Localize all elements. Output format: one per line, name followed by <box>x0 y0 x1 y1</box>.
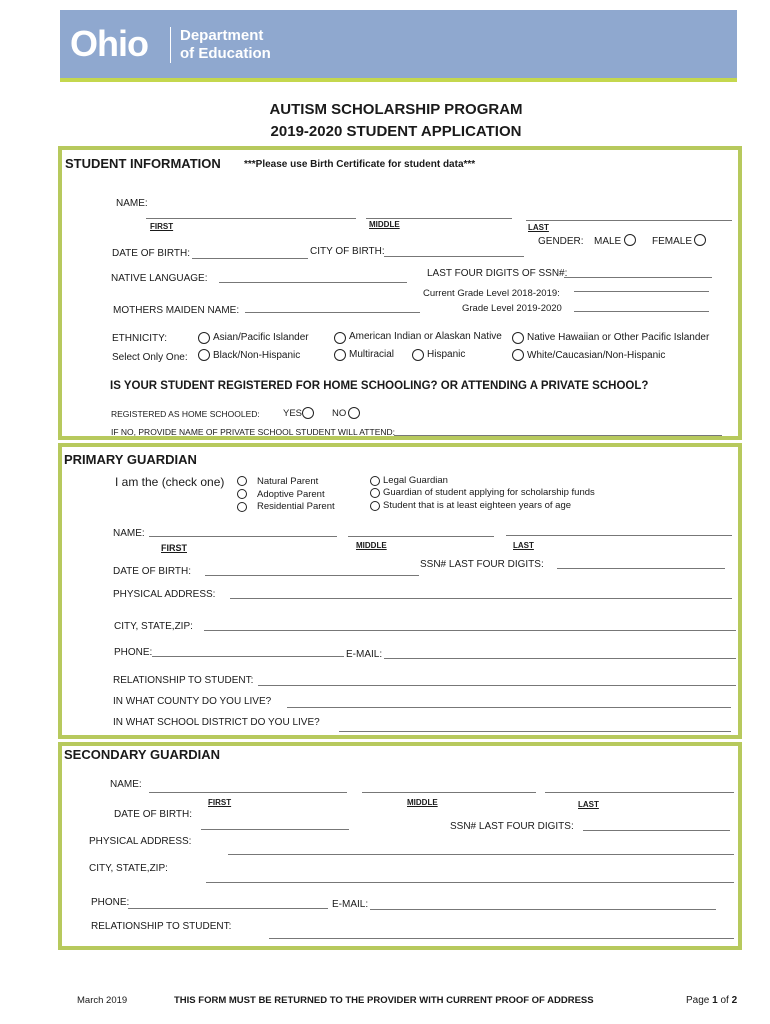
student-last-sublabel: LAST <box>528 223 549 232</box>
home-school-yes-radio[interactable] <box>302 407 314 419</box>
primary-address-label: PHYSICAL ADDRESS: <box>113 589 216 600</box>
private-school-field[interactable] <box>394 435 722 436</box>
gender-female-radio[interactable] <box>694 234 706 246</box>
secondary-relationship-label: RELATIONSHIP TO STUDENT: <box>91 921 232 932</box>
primary-email-field[interactable] <box>384 658 736 659</box>
primary-dob-field[interactable] <box>205 575 419 576</box>
dept-name <box>180 27 271 63</box>
home-school-no-label: NO <box>332 408 347 419</box>
secondary-heading: SECONDARY GUARDIAN <box>64 747 221 762</box>
page-number <box>686 995 737 1006</box>
ethnicity-hispanic-radio[interactable] <box>412 349 424 361</box>
ethnicity-multiracial-label: Multiracial <box>349 349 395 360</box>
primary-district-field[interactable] <box>339 731 731 732</box>
student-dob-label: DATE OF BIRTH: <box>112 248 190 259</box>
primary-city-label: CITY, STATE,ZIP: <box>114 621 193 632</box>
secondary-phone-label: PHONE: <box>91 897 130 908</box>
primary-phone-label: PHONE: <box>114 647 153 658</box>
legal-guardian-label: Legal Guardian <box>383 475 448 486</box>
primary-address-field[interactable] <box>230 598 732 599</box>
secondary-address-label: PHYSICAL ADDRESS: <box>89 836 192 847</box>
student-middle-sublabel: MIDDLE <box>369 220 400 229</box>
registered-label: REGISTERED AS HOME SCHOOLED: <box>111 409 260 419</box>
page-title <box>0 99 770 143</box>
title-line-2: 2019-2020 STUDENT APPLICATION <box>270 123 522 140</box>
mothers-maiden-label: MOTHERS MAIDEN NAME: <box>113 305 240 316</box>
adoptive-parent-label: Adoptive Parent <box>257 489 325 500</box>
native-language-label: NATIVE LANGUAGE: <box>111 273 208 284</box>
secondary-name-label: NAME: <box>110 779 142 790</box>
ethnicity-black-radio[interactable] <box>198 349 210 361</box>
secondary-dob-label: DATE OF BIRTH: <box>114 809 192 820</box>
header-accent-stripe <box>60 78 737 82</box>
private-school-label: IF NO, PROVIDE NAME OF PRIVATE SCHOOL STUDENT WILL ATTEND: <box>111 427 395 437</box>
gender-female-label: FEMALE <box>652 236 693 247</box>
secondary-first-sublabel: FIRST <box>208 798 232 807</box>
ethnicity-label: ETHNICITY: <box>112 333 168 344</box>
page-current: 1 <box>712 995 718 1006</box>
legal-guardian-radio[interactable] <box>370 476 380 486</box>
ethnicity-black-label: Black/Non-Hispanic <box>213 350 301 361</box>
student-first-field[interactable] <box>146 218 356 219</box>
page-total: 2 <box>731 995 738 1006</box>
primary-name-label: NAME: <box>113 528 145 539</box>
secondary-middle-field[interactable] <box>362 792 536 793</box>
primary-county-field[interactable] <box>287 707 731 708</box>
secondary-city-label: CITY, STATE,ZIP: <box>89 863 168 874</box>
secondary-address-field[interactable] <box>228 854 734 855</box>
adoptive-parent-radio[interactable] <box>237 489 247 499</box>
header-banner <box>60 10 737 78</box>
secondary-relationship-field[interactable] <box>269 938 734 939</box>
mothers-maiden-field[interactable] <box>245 312 420 313</box>
natural-parent-radio[interactable] <box>237 476 247 486</box>
secondary-ssn-label: SSN# LAST FOUR DIGITS: <box>450 821 574 832</box>
secondary-phone-field[interactable] <box>128 908 328 909</box>
adult-student-radio[interactable] <box>370 501 380 511</box>
ethnicity-american-indian-radio[interactable] <box>334 332 346 344</box>
student-middle-field[interactable] <box>366 218 512 219</box>
ethnicity-asian-radio[interactable] <box>198 332 210 344</box>
secondary-email-label: E-MAIL: <box>332 899 369 910</box>
residential-parent-radio[interactable] <box>237 502 247 512</box>
primary-middle-field[interactable] <box>348 536 494 537</box>
student-section <box>58 146 742 440</box>
footer-date: March 2019 <box>77 995 128 1006</box>
ethnicity-asian-label: Asian/Pacific Islander <box>213 332 309 343</box>
primary-relationship-label: RELATIONSHIP TO STUDENT: <box>113 675 254 686</box>
ethnicity-hispanic-label: Hispanic <box>427 349 466 360</box>
primary-ssn-field[interactable] <box>557 568 725 569</box>
ethnicity-american-indian-label: American Indian or Alaskan Native <box>349 331 502 342</box>
secondary-first-field[interactable] <box>149 792 347 793</box>
primary-middle-sublabel: MIDDLE <box>356 541 387 550</box>
primary-first-sublabel: FIRST <box>161 543 187 553</box>
primary-heading: PRIMARY GUARDIAN <box>64 452 197 467</box>
primary-ssn-label: SSN# LAST FOUR DIGITS: <box>420 559 544 570</box>
logo-divider <box>170 27 171 63</box>
student-note: ***Please use Birth Certificate for student data*** <box>244 159 476 170</box>
home-school-yes-label: YES <box>283 408 303 419</box>
adult-student-label: Student that is at least eighteen years of age <box>383 500 572 511</box>
gender-label: GENDER: <box>538 236 584 247</box>
primary-phone-field[interactable] <box>152 656 344 657</box>
city-of-birth-field[interactable] <box>384 256 524 257</box>
dept-line-1: Department <box>180 27 264 44</box>
grade-level-field[interactable] <box>574 311 709 312</box>
city-of-birth-label: CITY OF BIRTH: <box>310 246 385 257</box>
residential-parent-label: Residential Parent <box>257 501 335 512</box>
guardian-funds-radio[interactable] <box>370 488 380 498</box>
ohio-logo <box>70 24 148 64</box>
primary-email-label: E-MAIL: <box>346 649 383 660</box>
title-line-1: AUTISM SCHOLARSHIP PROGRAM <box>269 101 523 118</box>
ethnicity-white-radio[interactable] <box>512 349 524 361</box>
secondary-email-field[interactable] <box>370 909 716 910</box>
footer-notice: THIS FORM MUST BE RETURNED TO THE PROVIDER WITH CURRENT PROOF OF ADDRESS <box>174 995 594 1006</box>
student-dob-field[interactable] <box>192 258 308 259</box>
student-ssn-label: LAST FOUR DIGITS OF SSN#: <box>427 268 568 279</box>
page-of: of <box>717 995 732 1006</box>
secondary-city-field[interactable] <box>206 882 734 883</box>
primary-last-sublabel: LAST <box>513 541 534 550</box>
home-school-no-radio[interactable] <box>348 407 360 419</box>
student-ssn-field[interactable] <box>564 277 712 278</box>
student-last-field[interactable] <box>526 220 732 221</box>
secondary-ssn-field[interactable] <box>583 830 730 831</box>
dept-line-2: of Education <box>180 45 271 62</box>
primary-relationship-field[interactable] <box>258 685 736 686</box>
current-grade-label: Current Grade Level 2018-2019: <box>423 288 560 299</box>
primary-last-field[interactable] <box>506 535 732 536</box>
natural-parent-label: Natural Parent <box>257 476 319 487</box>
gender-male-label: MALE <box>594 236 622 247</box>
student-heading: STUDENT INFORMATION <box>65 156 221 171</box>
ethnicity-multiracial-radio[interactable] <box>334 349 346 361</box>
grade-level-label: Grade Level 2019-2020 <box>462 303 562 314</box>
primary-city-field[interactable] <box>204 630 736 631</box>
ethnicity-white-label: White/Caucasian/Non-Hispanic <box>527 350 666 361</box>
select-only-one-label: Select Only One: <box>112 352 188 363</box>
primary-district-label: IN WHAT SCHOOL DISTRICT DO YOU LIVE? <box>113 717 320 728</box>
secondary-last-field[interactable] <box>545 792 734 793</box>
current-grade-field[interactable] <box>574 291 709 292</box>
ethnicity-native-hawaiian-radio[interactable] <box>512 332 524 344</box>
logo-word: Ohio <box>70 23 148 64</box>
secondary-middle-sublabel: MIDDLE <box>407 798 438 807</box>
guardian-funds-label: Guardian of student applying for scholarship funds <box>383 487 595 498</box>
primary-first-field[interactable] <box>149 536 337 537</box>
ethnicity-native-hawaiian-label: Native Hawaiian or Other Pacific Islander <box>527 332 710 343</box>
student-name-label: NAME: <box>116 198 148 209</box>
native-language-field[interactable] <box>219 282 407 283</box>
home-school-question: IS YOUR STUDENT REGISTERED FOR HOME SCHOOLING? OR ATTENDING A PRIVATE SCHOOL? <box>110 380 649 392</box>
primary-dob-label: DATE OF BIRTH: <box>113 566 191 577</box>
iam-label: I am the (check one) <box>115 475 225 489</box>
primary-county-label: IN WHAT COUNTY DO YOU LIVE? <box>113 696 272 707</box>
page-prefix: Page <box>686 995 713 1006</box>
gender-male-radio[interactable] <box>624 234 636 246</box>
student-first-sublabel: FIRST <box>150 222 174 231</box>
secondary-dob-field[interactable] <box>201 829 349 830</box>
secondary-last-sublabel: LAST <box>578 800 599 809</box>
